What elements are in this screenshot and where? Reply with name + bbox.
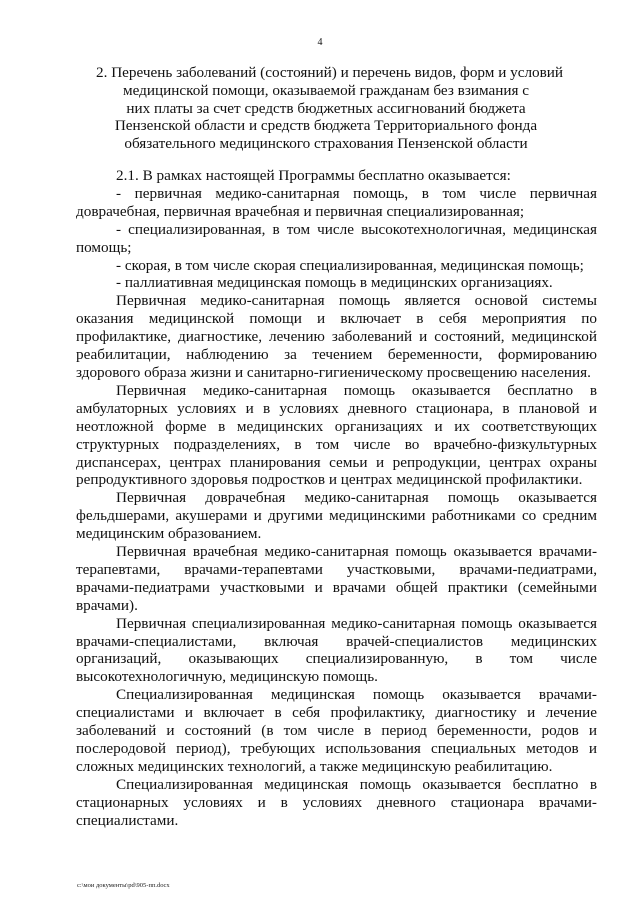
- list-item: - специализированная, в том числе высокотехнологичная, медицинская помощь;: [76, 220, 597, 256]
- list-item: - паллиативная медицинская помощь в медицинских организациях.: [116, 274, 553, 292]
- intro-paragraph: 2.1. В рамках настоящей Программы бесплатно оказывается:: [116, 167, 511, 184]
- body-paragraph: Первичная доврачебная медико-санитарная помощь оказывается фельдшерами, акушерами и другими медицинскими работниками со средним медицинским образованием.: [76, 489, 597, 543]
- heading-line: обязательного медицинского страхования Пензенской области: [124, 135, 528, 153]
- body-paragraph: Специализированная медицинская помощь оказывается бесплатно в стационарных условиях и в условиях дневного стационара врачами-специалистами.: [76, 775, 597, 829]
- heading-line: медицинской помощи, оказываемой гражданам без взимания с: [123, 81, 529, 99]
- heading-line: 2. Перечень заболеваний (состояний) и перечень видов, форм и условий: [96, 64, 564, 81]
- heading-line: Пензенской области и средств бюджета Территориального фонда: [114, 117, 538, 135]
- heading-line: них платы за счет средств бюджетных ассигнований бюджета: [126, 99, 526, 117]
- body-paragraph: Первичная специализированная медико-санитарная помощь оказывается врачами-специалистами, включая врачей-специалистов медицинских организаций, оказывающих специализированную, в том числе высокотехнологичную, медицинскую помощь.: [76, 614, 597, 686]
- body-paragraph: Специализированная медицинская помощь оказывается врачами-специалистами и включает в себя профилактику, диагностику и лечение заболеваний и состояний (в том числе в период беременности, родов и послеродовой период), требующих использования специальных методов и сложных медицинских технологий, а также медицинскую реабилитацию.: [76, 686, 597, 775]
- list-item: - первичная медико-санитарная помощь, в том числе первичная доврачебная, первичная врачебная и первичная специализированная;: [76, 184, 597, 220]
- list-item: - скорая, в том числе скорая специализированная, медицинская помощь;: [116, 256, 584, 274]
- body-paragraph: Первичная медико-санитарная помощь оказывается бесплатно в амбулаторных условиях и в условиях дневного стационара, в плановой и неотложной форме в медицинских организациях и их соответствующих структурных подразделениях, в том числе во врачебно-физкультурных диспансерах, центрах планирования семьи и репродукции, центрах охраны репродуктивного здоровья подростков и центрах медицинской профилактики.: [76, 381, 597, 489]
- body-paragraph: Первичная врачебная медико-санитарная помощь оказывается врачами-терапевтами, врачами-терапевтами участковыми, врачами-педиатрами, врачами-педиатрами участковыми и врачами общей практики (семейными врачами).: [76, 543, 597, 614]
- page-number: 4: [317, 37, 323, 48]
- file-path-footer: c:\мои документы\pd\905-пп.docx: [77, 882, 170, 889]
- body-paragraph: Первичная медико-санитарная помощь является основой системы оказания медицинской помощи и включает в себя мероприятия по профилактике, диагностике, лечению заболеваний и состояний, медицинской реабилитации, наблюдению за течением беременности, формированию здорового образа жизни и санитарно-гигиеническому просвещению населения.: [76, 292, 597, 381]
- section-heading: [96, 64, 564, 153]
- document-body: [76, 167, 597, 830]
